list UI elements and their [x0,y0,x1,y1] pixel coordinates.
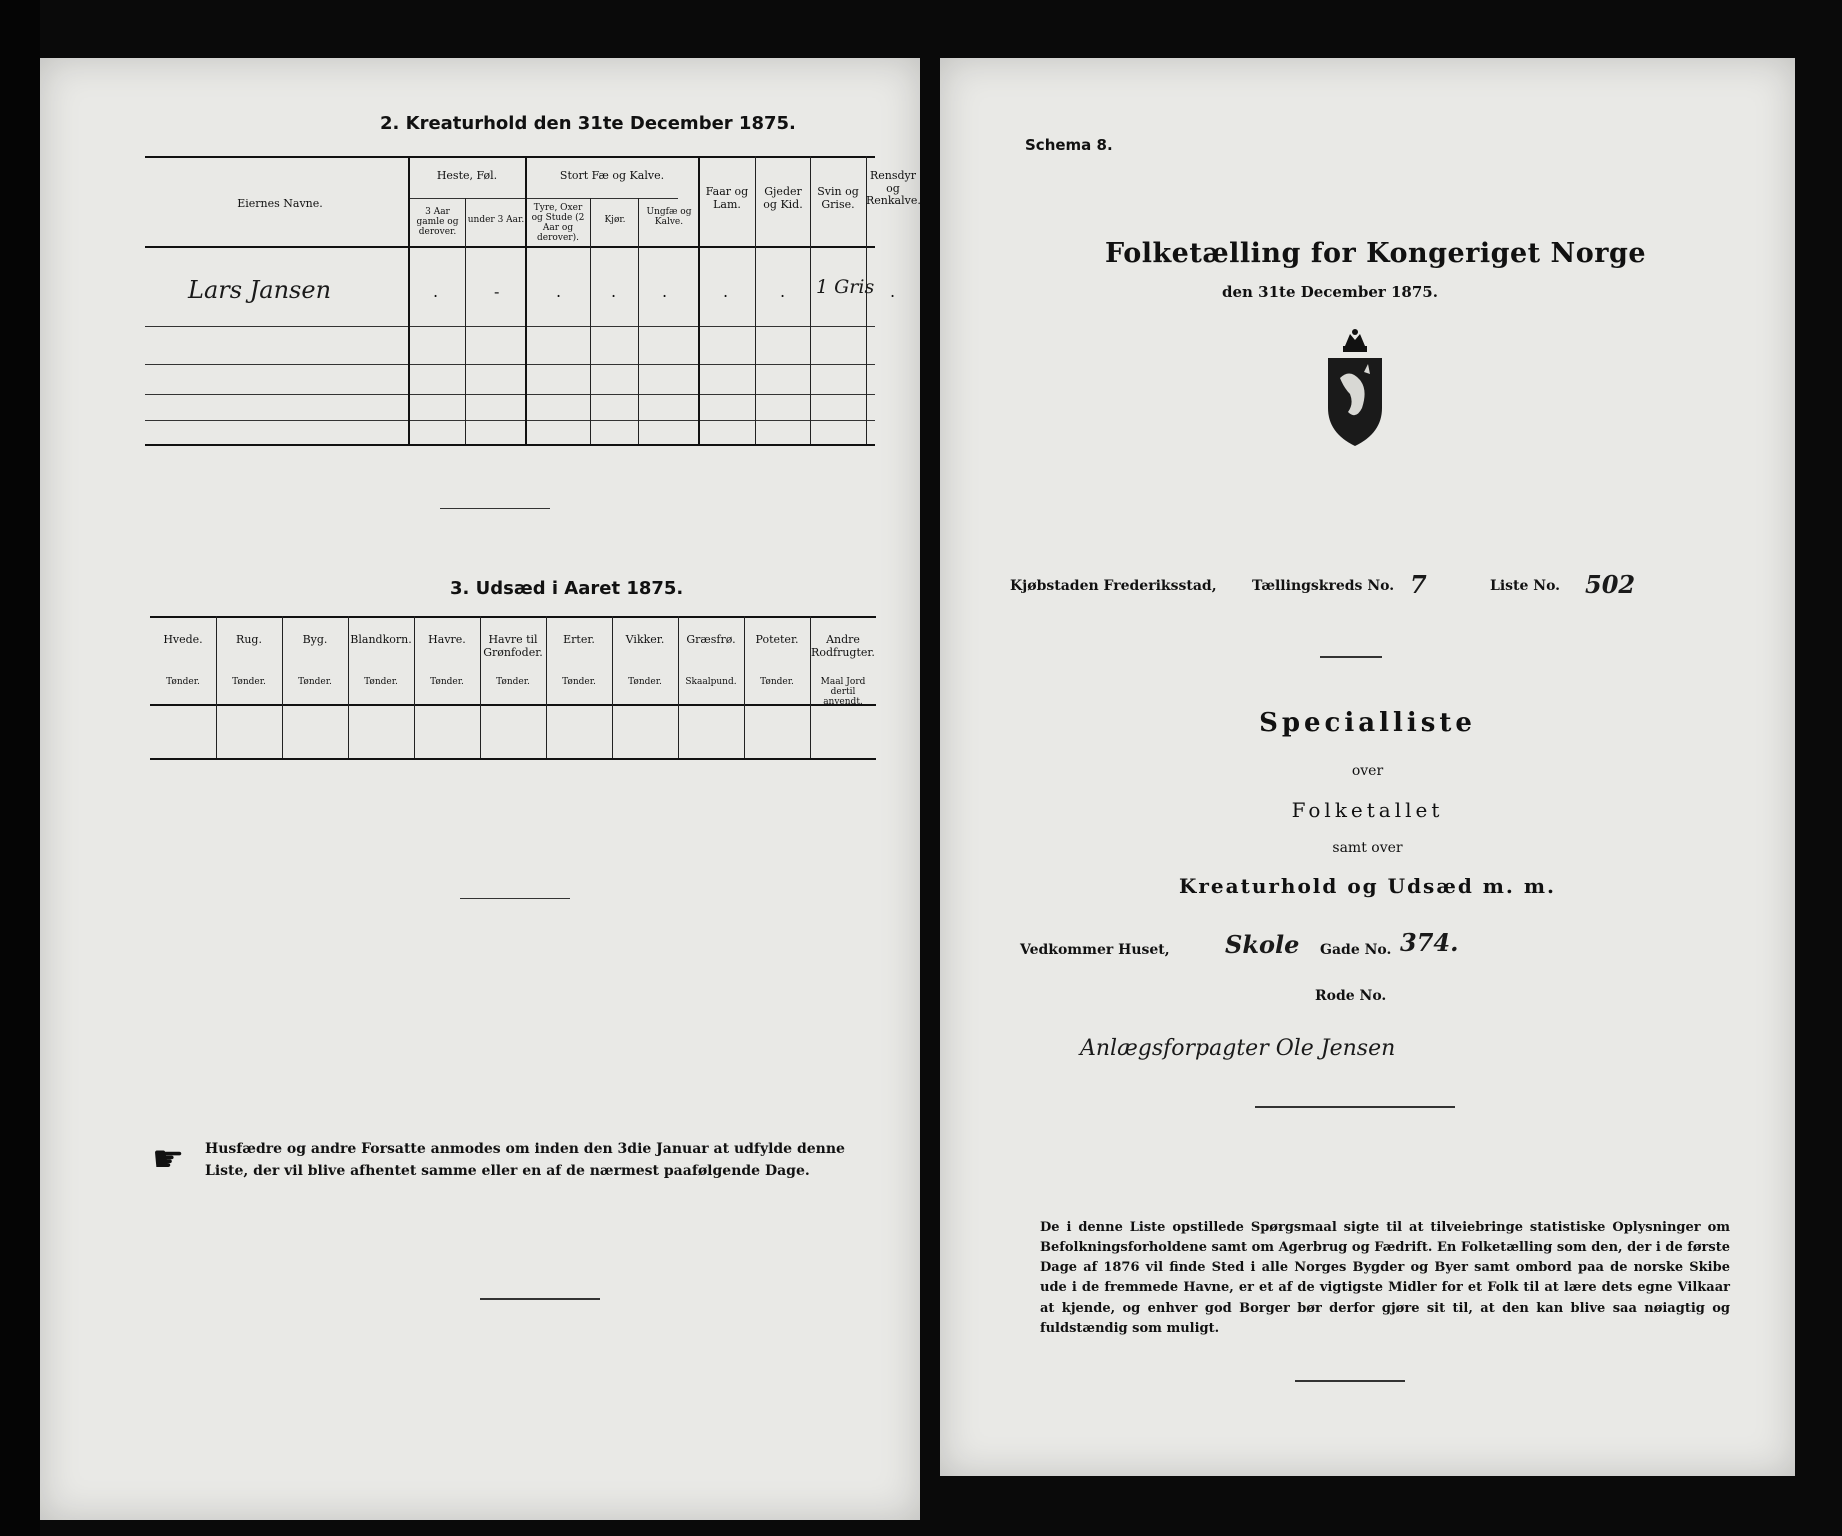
table3-column-unit: Tønder. [760,677,794,687]
table3-column-unit: Tønder. [298,677,332,687]
census-title: Folketælling for Kongeriget Norge [1105,238,1647,269]
table3-column-unit: Tønder. [496,677,530,687]
table3-column-unit: Tønder. [562,677,596,687]
liste-value: 502 [1585,570,1636,599]
section-divider [440,508,550,509]
rensdyr-column-header: Rensdyr og Renkalve. [866,169,921,208]
table3-column-unit: Tønder. [364,677,398,687]
table2-col-divider [590,198,591,444]
table2-row-line [145,394,875,395]
owner-value: Anlægsforpagter Ole Jensen [1080,1036,1396,1061]
table2-top-rule [145,156,875,158]
mark: . [662,282,668,301]
samt-over-text: samt over [1332,840,1403,856]
gade-label: Gade No. [1320,942,1392,958]
table3-column-header: Poteter. [755,633,799,646]
divider [1255,1106,1455,1108]
table3-column-header: Byg. [302,633,328,646]
table3-column-header: Havre. [428,633,466,646]
ungfae-sub-header: Ungfæ og Kalve. [646,207,692,227]
table3-column-unit: Tønder. [232,677,266,687]
table3-column-header: Havre til Grønfoder. [483,633,543,659]
schema-label: Schema 8. [1025,136,1113,154]
table2-bottom-rule [145,444,875,446]
liste-label: Liste No. [1490,578,1561,594]
table3-column-unit: Tønder. [430,677,464,687]
table3-column-unit: Tønder. [166,677,200,687]
section-divider [460,898,570,899]
kjor-sub-header: Kjør. [604,215,626,225]
street-value: Skole [1225,930,1300,959]
kreds-label: Tællingskreds No. [1252,578,1395,594]
left-page [40,58,920,1520]
table2-header-rule [145,246,875,248]
kreds-value: 7 [1410,570,1427,599]
table3-column-unit: Skaalpund. [685,677,737,687]
notice-text: Husfædre og andre Forsatte anmodes om inden den 3die Januar at udfylde denne Liste, der vil blive afhentet samme eller en af de nærmest paafølgende Dage. [205,1141,845,1180]
mark: . [611,282,617,301]
mark: . [780,282,786,301]
heste-sub-header: 3 Aar gamle og derover. [416,207,459,237]
tyre-sub-header: Tyre, Oxer og Stude (2 Aar og derover). [531,203,585,243]
table3-bottom-rule [150,758,876,760]
table3-top-rule [150,616,876,618]
table3-column-header: Græsfrø. [686,633,736,646]
owner-column-header: Eiernes Navne. [237,197,323,210]
table3-column-header: Hvede. [163,633,203,646]
table2-row-line [145,364,875,365]
census-date: den 31te December 1875. [1222,283,1438,301]
location-line [1010,570,1770,612]
over-text: over [1351,763,1384,779]
table2-row-line [145,420,875,421]
kreaturhold-heading: Kreaturhold og Udsæd m. m. [1179,874,1556,898]
table3-column-header: Erter. [563,633,595,646]
mark: . [723,282,729,301]
section3-title: 3. Udsæd i Aaret 1875. [450,578,684,599]
mark: . [556,282,562,301]
divider [1295,1380,1405,1382]
mark: . [890,282,896,301]
heste-group-header: Heste, Føl. [436,169,498,182]
folketallet-heading: Folketallet [1291,798,1444,822]
address-line [1020,928,1720,978]
vedkommer-label: Vedkommer Huset, [1020,942,1170,958]
row1-marks [408,276,920,312]
left-binding-edge [0,0,40,1536]
mark: . [433,282,439,301]
coat-of-arms-icon [1320,328,1390,452]
faar-column-header: Faar og Lam. [705,185,749,211]
location-label: Kjøbstaden Frederiksstad, [1010,578,1217,594]
table3-column-unit: Tønder. [628,677,662,687]
table3-column-header: Rug. [236,633,262,646]
table2-col-divider [465,198,466,444]
table2-col-divider [638,198,639,444]
gjeder-column-header: Gjeder og Kid. [763,185,803,211]
heste-sub-header: under 3 Aar. [467,215,525,225]
pointing-hand-icon: ☛ [152,1139,185,1180]
explanation-paragraph: De i denne Liste opstillede Spørgsmaal sigte til at tilveiebringe statistiske Oplysninger om Befolkningsforholdene samt om Agerbrug og Fædrift. En Folketælling som den, der i de første Dage af 1876 vil finde Sted i alle Norges Bygder og Byer samt ombord paa de norske Skibe ude i de fremmede Havne, er et af de vigtigste Midler for et Folk til at lære dets egne Vilkaar at kjende, og enhver god Borger bør derfor gjøre sit til, at den kan blive saa nøiagtig og fuldstændig som muligt. [1040,1220,1730,1336]
right-page [940,58,1795,1476]
svin-entry: 1 Gris [816,276,875,298]
table3-column-header: Andre Rodfrugter. [811,633,875,659]
svin-column-header: Svin og Grise. [817,185,859,211]
table3-column-unit: Maal Jord dertil anvendt. [820,677,866,707]
table3-column-header: Vikker. [625,633,665,646]
table3-column-header: Blandkorn. [350,633,412,646]
section2-title: 2. Kreaturhold den 31te December 1875. [380,113,796,134]
mark: - [494,282,500,301]
rode-label: Rode No. [1315,988,1387,1004]
section-divider [480,1298,600,1300]
specialliste-heading: Specialliste [1259,708,1476,738]
table2-row-line [145,326,875,327]
owner-name-entry: Lars Jansen [188,276,332,304]
table3-header-rule [150,704,876,706]
stort-group-header: Stort Fæ og Kalve. [559,169,665,182]
gade-value: 374. [1400,928,1459,957]
divider [1320,656,1382,658]
